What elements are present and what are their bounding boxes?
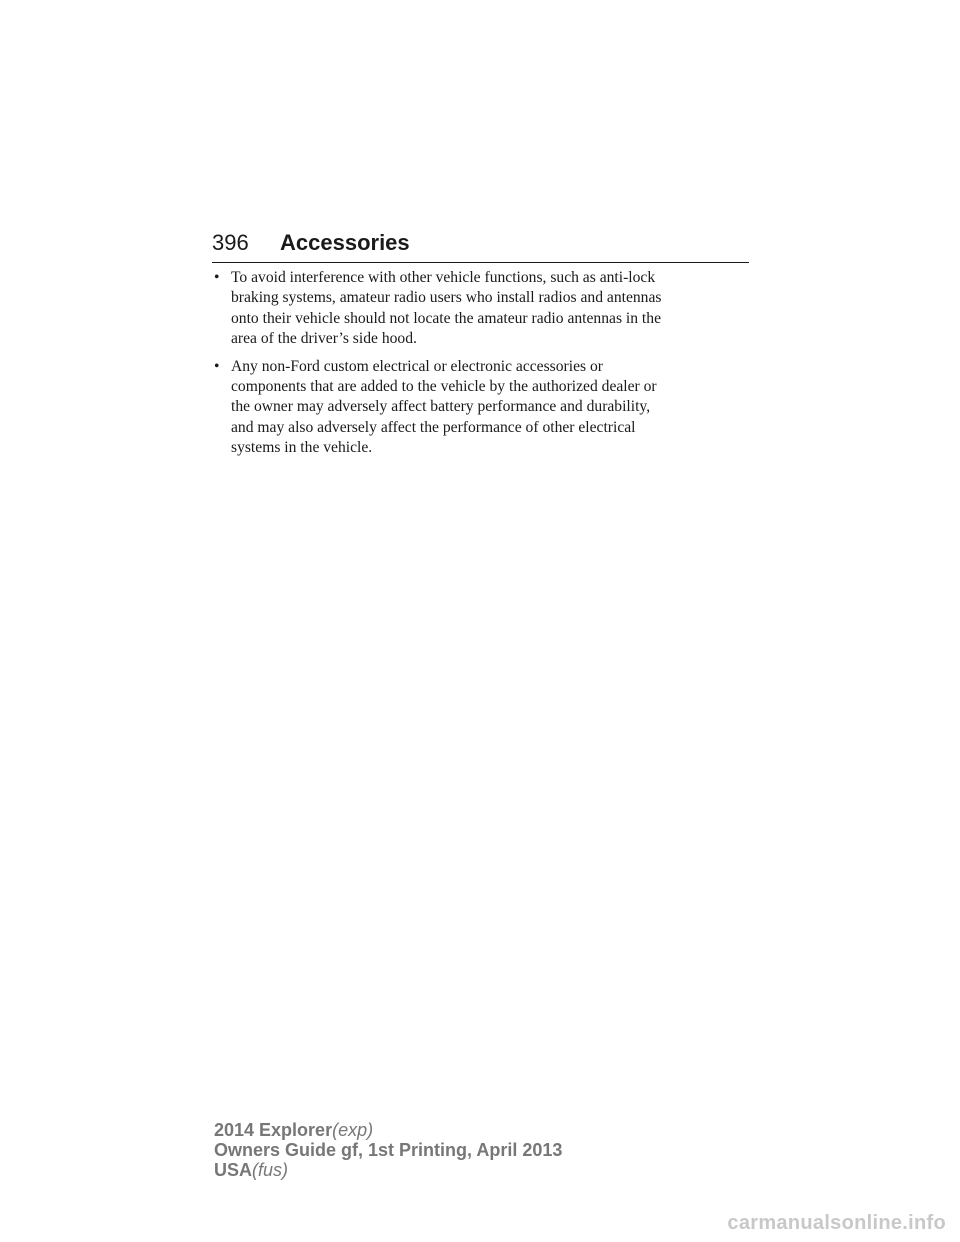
bullet-line: onto their vehicle should not locate the amateur radio antennas in the bbox=[231, 309, 661, 327]
footer-model: 2014 Explorer bbox=[214, 1120, 333, 1140]
bullet-line: and may also adversely affect the performance of other electrical bbox=[231, 418, 636, 436]
bullet-item-interference bbox=[214, 268, 754, 350]
bullet-line: area of the driver’s side hood. bbox=[231, 330, 417, 348]
section-title: Accessories bbox=[280, 230, 410, 255]
print-footer bbox=[214, 1120, 562, 1180]
footer-market-code: (fus) bbox=[252, 1160, 289, 1180]
footer-model-code: (exp) bbox=[332, 1120, 374, 1140]
footer-line-model bbox=[214, 1120, 562, 1140]
bullet-line: To avoid interference with other vehicle functions, such as anti-lock bbox=[231, 269, 656, 286]
bullet-icon: • bbox=[214, 357, 220, 375]
footer-line-printing: Owners Guide gf, 1st Printing, April 2013 bbox=[214, 1140, 563, 1160]
bullet-item-accessories bbox=[214, 357, 754, 459]
footer-market: USA bbox=[214, 1160, 253, 1180]
footer-line-market bbox=[214, 1160, 562, 1180]
bullet-line: components that are added to the vehicle by the authorized dealer or bbox=[231, 378, 657, 396]
page-number: 396 bbox=[212, 230, 249, 255]
bullet-line: the owner may adversely affect battery performance and durability, bbox=[231, 398, 651, 416]
bullet-line: systems in the vehicle. bbox=[231, 439, 373, 457]
watermark: carmanualsonline.info bbox=[727, 1212, 946, 1234]
bullet-icon: • bbox=[214, 269, 220, 286]
bullet-line: Any non-Ford custom electrical or electronic accessories or bbox=[231, 357, 603, 375]
page-header bbox=[212, 228, 749, 263]
bullet-list bbox=[214, 268, 754, 466]
bullet-line: braking systems, amateur radio users who install radios and antennas bbox=[231, 289, 662, 307]
